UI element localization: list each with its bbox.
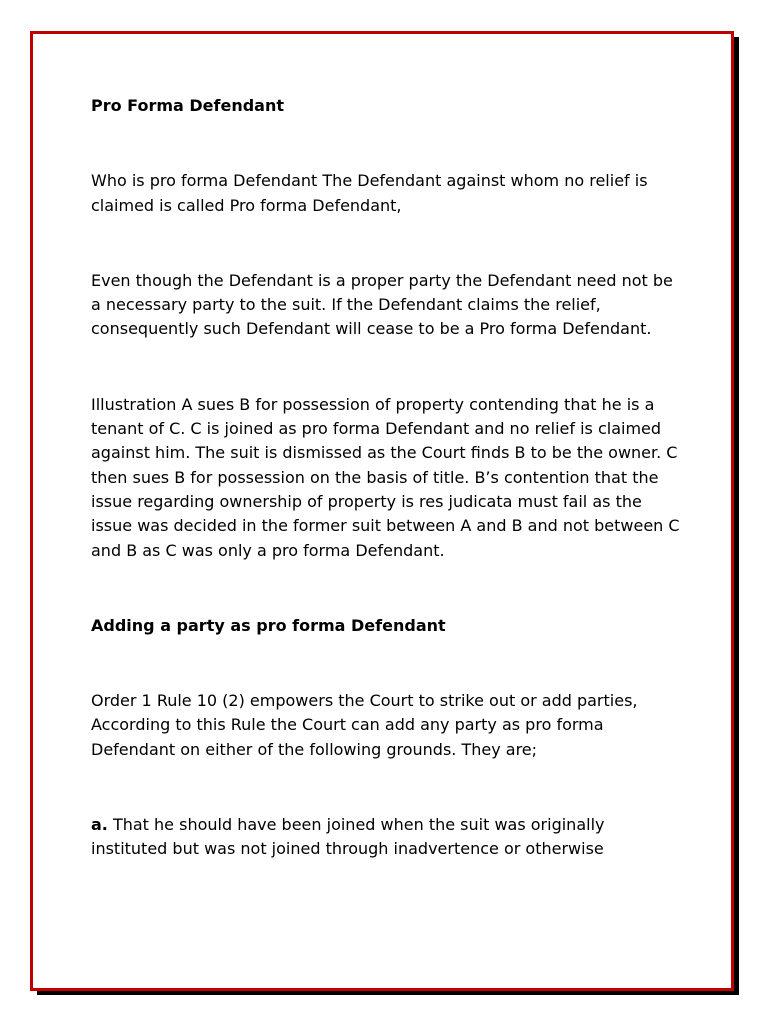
paragraph-order-rule: Order 1 Rule 10 (2) empowers the Court to strike out or add parties, According to this Rule the Court can add any party as pro forma Defendant on either of the following grounds. They are; (91, 691, 638, 759)
spacer (91, 218, 681, 269)
list-item-a-text: That he should have been joined when the suit was originally instituted but was not joined through inadvertence or otherwise (91, 815, 605, 859)
spacer (91, 342, 681, 393)
spacer (91, 118, 681, 169)
document-content (91, 94, 681, 862)
heading-pro-forma-defendant: Pro Forma Defendant (91, 96, 285, 115)
document-page (30, 31, 734, 991)
heading-adding-party: Adding a party as pro forma Defendant (91, 615, 446, 635)
list-marker-a: a. (91, 815, 108, 835)
spacer (91, 762, 681, 813)
list-item-a (91, 813, 681, 862)
paragraph-illustration: Illustration A sues B for possession of property contending that he is a tenant of C. C is joined as pro forma Defendant and no relief is claimed against him. The suit is dismissed as the Court finds B to be the owner. C then sues B for possession on the basis of title. B’s contention that the issue regarding ownership of property is res judicata must fail as the issue was decided in the former suit between A and B and not between C and B as C was only a pro forma Defendant. (91, 394, 680, 560)
spacer (91, 563, 681, 614)
paragraph-proper-party: Even though the Defendant is a proper party the Defendant need not be a necessary party to the suit. If the Defendant claims the relief, consequently such Defendant will cease to be a Pro forma Defendant. (91, 270, 673, 339)
spacer (91, 638, 681, 689)
paragraph-definition: Who is pro forma Defendant The Defendant against whom no relief is claimed is called Pro forma Defendant, (91, 171, 648, 215)
